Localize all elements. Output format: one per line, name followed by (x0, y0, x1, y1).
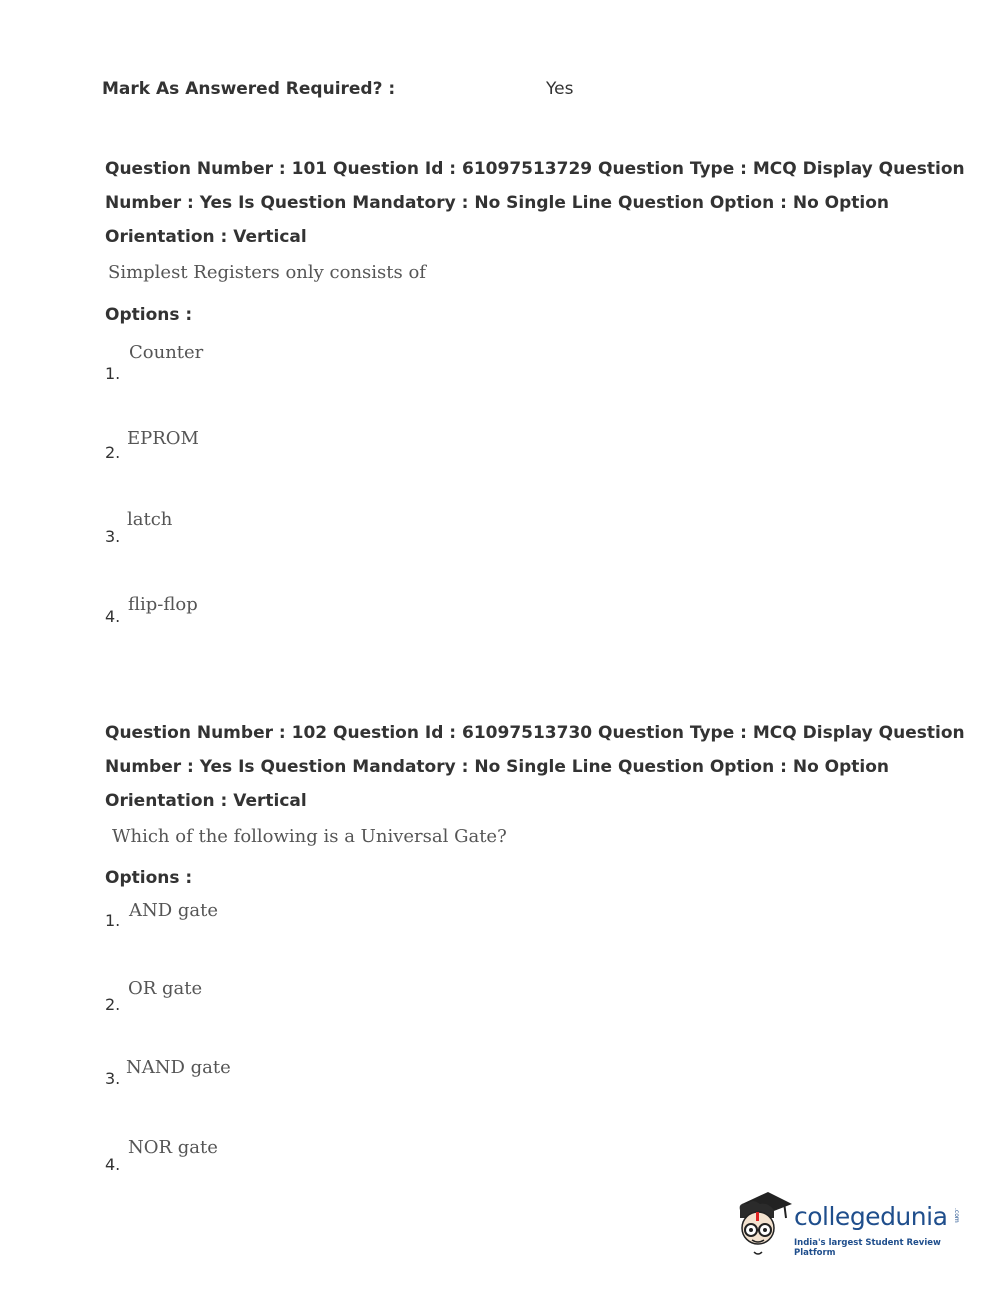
question-meta-line: Orientation : Vertical (105, 791, 307, 811)
mark-as-answered-value: Yes (546, 79, 574, 99)
option-number: 4. (105, 1155, 121, 1174)
option-number: 3. (105, 1069, 121, 1088)
question-meta (105, 152, 965, 254)
question-text: Which of the following is a Universal Gate? (112, 826, 507, 847)
option-text: OR gate (128, 978, 203, 999)
options-label: Options : (105, 868, 193, 888)
option-text: flip-flop (128, 594, 198, 615)
logo-tagline: India's largest Student Review Platform (794, 1238, 941, 1258)
question-meta-line: Question Number : 102 Question Id : 61097513730 Question Type : MCQ Display Question (105, 723, 965, 743)
question-text: Simplest Registers only consists of (108, 262, 426, 283)
mascot-icon (734, 1188, 792, 1260)
option-number: 3. (105, 527, 121, 546)
collegedunia-logo (734, 1188, 964, 1260)
option-text: AND gate (129, 900, 219, 921)
option-text: NOR gate (128, 1137, 218, 1158)
option-text: latch (127, 509, 173, 530)
option-number: 2. (105, 443, 121, 462)
options-label: Options : (105, 305, 193, 325)
mark-as-answered-label: Mark As Answered Required? : (102, 79, 396, 99)
logo-wordmark: collegedunia (794, 1202, 948, 1231)
option-number: 2. (105, 995, 121, 1014)
option-text: NAND gate (126, 1057, 231, 1078)
question-meta-line: Number : Yes Is Question Mandatory : No Single Line Question Option : No Option (105, 757, 890, 777)
option-text: Counter (129, 342, 204, 363)
question-meta (105, 716, 965, 818)
option-number: 4. (105, 607, 121, 626)
logo-suffix: .com (953, 1208, 960, 1223)
option-number: 1. (105, 364, 121, 383)
option-number: 1. (105, 911, 121, 930)
question-meta-line: Orientation : Vertical (105, 227, 307, 247)
question-meta-line: Number : Yes Is Question Mandatory : No Single Line Question Option : No Option (105, 193, 890, 213)
option-text: EPROM (127, 428, 199, 449)
question-meta-line: Question Number : 101 Question Id : 61097513729 Question Type : MCQ Display Question (105, 159, 965, 179)
